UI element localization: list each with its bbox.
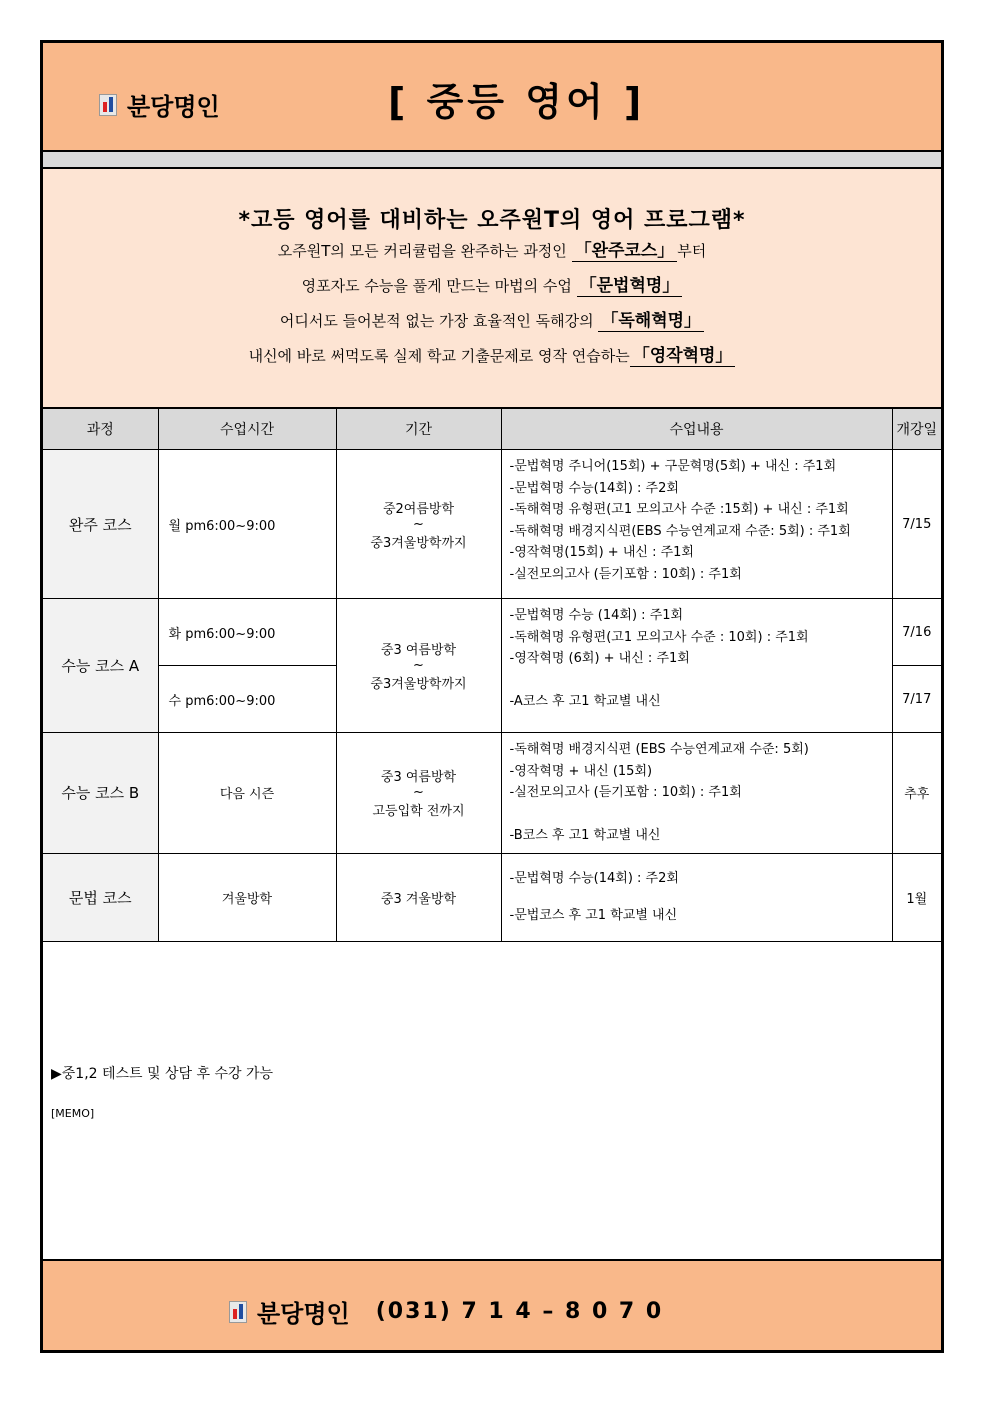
table-row [43, 599, 941, 666]
period-tilde: ~ [413, 516, 424, 532]
content-item: -영작혁명 (6회) + 내신 : 주1회 [509, 651, 690, 666]
course-period: 중3 겨울방학 [336, 853, 501, 941]
content-item: -영작혁명(15회) + 내신 : 주1회 [509, 545, 694, 560]
intro-line-text: 내신에 바로 써먹도록 실제 학교 기출문제로 영작 연습하는 [248, 347, 630, 365]
intro-highlight: 「독해혁명」 [598, 311, 704, 332]
content-note: -문법코스 후 고1 학교별 내신 [509, 908, 678, 923]
header-brand: 분당명인 [127, 93, 220, 121]
intro-section [43, 169, 941, 409]
class-time: 다음 시즌 [158, 733, 336, 854]
notice-text: ▶중1,2 테스트 및 상담 후 수강 가능 [51, 1066, 274, 1082]
course-table [43, 409, 941, 942]
period-start: 중3 여름방학 [380, 643, 457, 658]
content-item: -독해혁명 유형편(고1 모의고사 수준 :15회) + 내신 : 주1회 [509, 502, 849, 517]
class-time: 겨울방학 [158, 853, 336, 941]
class-time: 수 pm6:00~9:00 [158, 666, 336, 733]
table-header-row [43, 409, 941, 450]
phone-number: (031) 7 1 4 – 8 0 7 0 [375, 1299, 664, 1324]
header-content: 수업내용 [501, 409, 892, 450]
content-item: -독해혁명 배경지식편 (EBS 수능연계교재 수준: 5회) [509, 742, 809, 757]
course-period [336, 450, 501, 599]
header-logo [99, 87, 220, 122]
class-time: 화 pm6:00~9:00 [158, 599, 336, 666]
period-tilde: ~ [413, 658, 424, 673]
content-item: -문법혁명 수능(14회) : 주2회 [509, 870, 679, 886]
start-date: 1월 [892, 853, 941, 941]
course-period [336, 599, 501, 733]
intro-line-text: 영포자도 수능을 풀게 만드는 마법의 수업 [301, 277, 572, 295]
period-end: 중3겨울방학까지 [370, 535, 467, 551]
content-item: -영작혁명 + 내신 (15회) [509, 763, 653, 779]
course-period [336, 733, 501, 854]
start-date: 7/17 [892, 666, 941, 733]
start-date: 7/15 [892, 450, 941, 599]
class-time: 월 pm6:00~9:00 [158, 450, 336, 599]
content-item: -독해혁명 유형편(고1 모의고사 수준 : 10회) : 주1회 [509, 629, 809, 645]
course-content [501, 733, 892, 854]
intro-highlight: 「영작혁명」 [630, 346, 736, 367]
course-content [501, 853, 892, 941]
table-row [43, 733, 941, 854]
content-item: -독해혁명 배경지식편(EBS 수능연계교재 수준: 5회) : 주1회 [509, 523, 851, 539]
footer-brand: 분당명인 [257, 1300, 350, 1328]
course-content [501, 599, 892, 733]
divider-band [43, 152, 941, 169]
period-tilde: ~ [413, 785, 424, 801]
course-name: 문법 코스 [43, 853, 158, 941]
page-title: [ 중등 영어 ] [388, 80, 646, 124]
period-start: 중3 여름방학 [380, 770, 457, 786]
course-content [501, 450, 892, 599]
period-start: 중2여름방학 [382, 501, 455, 517]
intro-highlight: 「문법혁명」 [577, 276, 683, 297]
header [43, 43, 941, 152]
content-item: -문법혁명 수능 (14회) : 주1회 [509, 608, 684, 623]
intro-line [43, 304, 941, 339]
intro-line-text: 어디서도 들어본적 없는 가장 효율적인 독해강의 [279, 312, 594, 330]
logo-icon [99, 94, 117, 116]
period-end: 중3겨울방학까지 [370, 677, 467, 692]
table-row [43, 853, 941, 941]
footer [43, 1259, 941, 1350]
intro-line-text: 오주원T의 모든 커리큘럼을 완주하는 과정인 [277, 242, 567, 260]
start-date: 7/16 [892, 599, 941, 666]
table-row [43, 450, 941, 599]
intro-line-after: 부터 [677, 242, 707, 260]
period-end: 고등입학 전까지 [372, 804, 465, 820]
header-start: 개강일 [892, 409, 941, 450]
intro-line [43, 269, 941, 304]
logo-icon [229, 1301, 247, 1323]
course-name: 수능 코스 B [43, 733, 158, 854]
memo-label: [MEMO] [51, 1107, 95, 1120]
start-date: 추후 [892, 733, 941, 854]
footer-logo [229, 1294, 663, 1329]
header-period: 기간 [336, 409, 501, 450]
course-name: 완주 코스 [43, 450, 158, 599]
content-item: -문법혁명 수능(14회) : 주2회 [509, 480, 679, 496]
content-item: -문법혁명 주니어(15회) + 구문혁명(5회) + 내신 : 주1회 [509, 459, 837, 474]
intro-heading: *고등 영어를 대비하는 오주원T의 영어 프로그램* [238, 208, 746, 233]
intro-line [43, 339, 941, 374]
content-item: -실전모의고사 (듣기포함 : 10회) : 주1회 [509, 785, 742, 800]
header-course: 과정 [43, 409, 158, 450]
content-item: -실전모의고사 (듣기포함 : 10회) : 주1회 [509, 566, 742, 582]
content-note: -A코스 후 고1 학교별 내신 [509, 694, 661, 709]
page-frame [40, 40, 944, 1353]
intro-highlight: 「완주코스」 [572, 241, 678, 262]
intro-line [43, 234, 941, 269]
content-note: -B코스 후 고1 학교별 내신 [509, 828, 661, 843]
course-name: 수능 코스 A [43, 599, 158, 733]
header-time: 수업시간 [158, 409, 336, 450]
